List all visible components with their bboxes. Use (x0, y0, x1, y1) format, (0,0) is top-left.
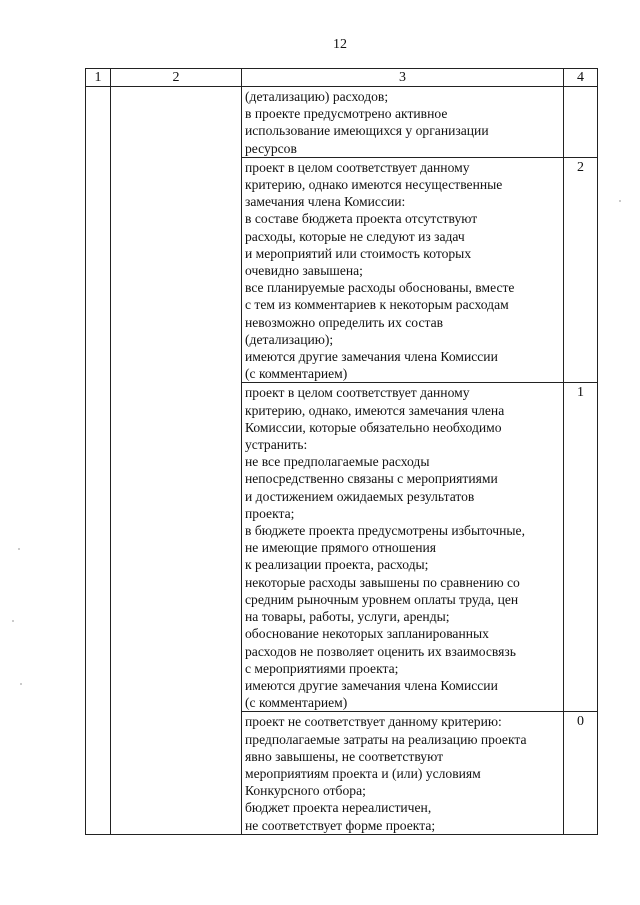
description-cell (242, 87, 564, 158)
text-line: имеются другие замечания члена Комиссии (245, 349, 498, 365)
score-cell: 2 (564, 157, 598, 383)
col-2-cell (111, 87, 242, 835)
text-line: бюджет проекта нереалистичен, (245, 800, 432, 816)
text-line: расходов не позволяет оценить их взаимосвязь (245, 643, 516, 659)
header-col-3: 3 (242, 69, 564, 87)
text-line: очевидно завышена; (245, 263, 363, 279)
scan-speck (20, 683, 22, 685)
text-line: и достижением ожидаемых результатов (245, 488, 475, 504)
text-line: с мероприятиями проекта; (245, 660, 399, 676)
text-line: устранить: (245, 437, 308, 453)
text-line: и мероприятий или стоимость которых (245, 245, 472, 261)
text-line: невозможно определить их состав (245, 314, 444, 330)
text-line: проект в целом соответствует данному (245, 159, 470, 175)
col-1-cell (86, 87, 111, 835)
text-line: обоснование некоторых запланированных (245, 626, 489, 642)
text-line: (с комментарием) (245, 695, 348, 711)
text-line: средним рыночным уровнем оплаты труда, цен (245, 591, 519, 607)
criteria-table (85, 68, 598, 835)
text-line: критерию, однако, имеются замечания члена (245, 402, 505, 418)
description-cell (242, 712, 564, 834)
table-row (86, 87, 598, 158)
text-line: использование имеющихся у организации (245, 123, 489, 139)
text-line: некоторые расходы завышены по сравнению со (245, 574, 520, 590)
text-line: (с комментарием) (245, 366, 348, 382)
text-line: (детализацию) расходов; (245, 89, 389, 104)
score-cell: 0 (564, 712, 598, 834)
text-line: Комиссии, которые обязательно необходимо (245, 419, 502, 435)
description-cell (242, 157, 564, 383)
scan-speck (619, 200, 621, 202)
text-line: явно завышены, не соответствуют (245, 748, 444, 764)
text-line: предполагаемые затраты на реализацию проекта (245, 731, 527, 747)
text-line: не имеющие прямого отношения (245, 540, 437, 556)
header-col-2: 2 (111, 69, 242, 87)
text-line: (детализацию); (245, 331, 334, 347)
text-line: с тем из комментариев к некоторым расходам (245, 297, 509, 313)
text-line: имеются другие замечания члена Комиссии (245, 677, 498, 693)
text-line: замечания члена Комиссии: (245, 194, 406, 210)
score-cell: 1 (564, 383, 598, 712)
text-line: не все предполагаемые расходы (245, 454, 430, 470)
header-col-1: 1 (86, 69, 111, 87)
text-line: проекта; (245, 505, 295, 521)
header-row (86, 69, 598, 87)
text-line: к реализации проекта, расходы; (245, 557, 429, 573)
text-line: ресурсов (245, 140, 297, 156)
text-line: не соответствует форме проекта; (245, 817, 436, 833)
text-line: в составе бюджета проекта отсутствуют (245, 211, 478, 227)
text-line: критерию, однако имеются несущественные (245, 177, 503, 193)
text-line: расходы, которые не следуют из задач (245, 228, 465, 244)
text-line: в проекте предусмотрено активное (245, 106, 448, 122)
text-line: мероприятиям проекта и (или) условиям (245, 765, 481, 781)
text-line: на товары, работы, услуги, аренды; (245, 609, 450, 625)
text-line: непосредственно связаны с мероприятиями (245, 471, 498, 487)
scan-speck (18, 548, 20, 550)
header-col-4: 4 (564, 69, 598, 87)
score-cell (564, 87, 598, 158)
text-line: проект в целом соответствует данному (245, 385, 470, 401)
page-number: 12 (333, 37, 347, 52)
text-line: Конкурсного отбора; (245, 783, 366, 799)
scan-speck (12, 620, 14, 622)
text-line: все планируемые расходы обоснованы, вместе (245, 280, 515, 296)
text-line: проект не соответствует данному критерию: (245, 714, 502, 730)
text-line: в бюджете проекта предусмотрены избыточные, (245, 523, 525, 539)
description-cell (242, 383, 564, 712)
